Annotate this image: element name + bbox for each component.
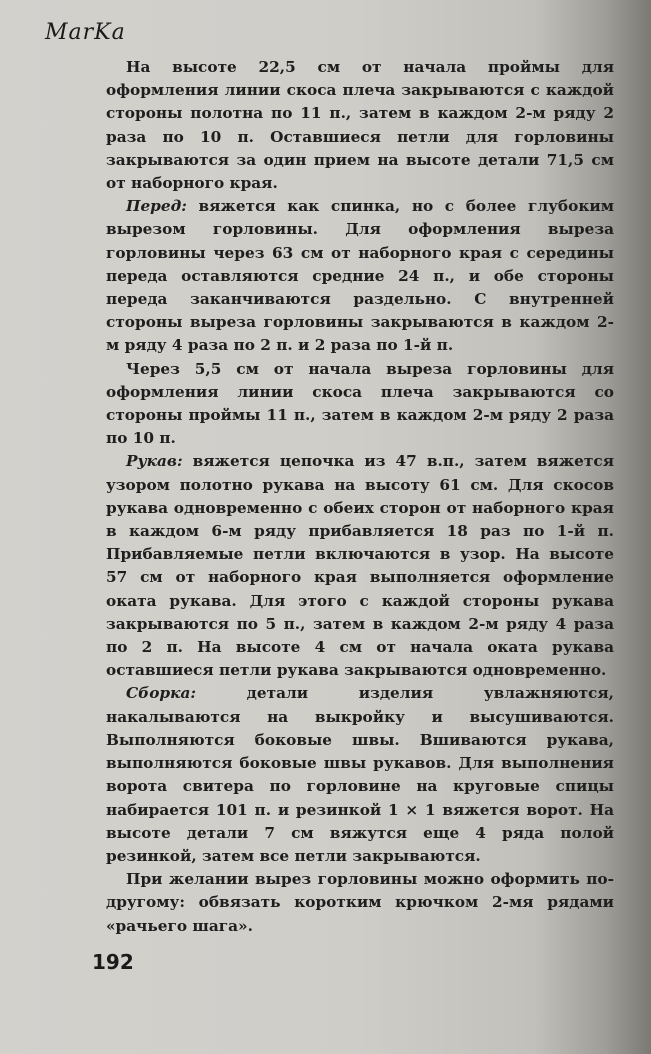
paragraph-sleeve-text: вяжется цепочка из 47 в.п., затем вяжется узором полотно рукава на высоту 61 см. Для скосов рукава одновременно с обеих сторон от наборного края в каждом 6-м ряду прибавляется 18 раз по 1-й п. Прибавляемые петли включаются в узор. На высоте 57 см от наборного края выполняется оформление оката рукава. Для этого с каждой стороны рукава закрываются по 5 п., затем в каждом 2-м ряду 4 раза по 2 п. На высоте 4 см от начала оката рукава оставшиеся петли рукава закрываются одновременно. xyxy=(106,452,614,680)
section-label-assembly: Сборка: xyxy=(126,684,197,703)
paragraph-alternative: При желании вырез горловины можно оформить по-другому: обвязать коротким крючком 2-мя рядами «рачьего шага». xyxy=(106,870,614,935)
section-label-front: Перед: xyxy=(126,197,187,216)
paragraph-assembly-text: детали изделия увлажняются, накалываются на выкройку и высушиваются. Выполняются боковые швы. Вшиваются рукава, выполняются боковые швы рукавов. Для выполнения ворота свитера по горловине на круговые спицы набирается 101 п. и резинкой 1 × 1 вяжется ворот. На высоте детали 7 см вяжутся еще 4 ряда полой резинкой, затем все петли закрываются. xyxy=(106,684,614,865)
paragraph-neckline: Через 5,5 см от начала выреза горловины для оформления линии скоса плеча закрываются со стороны проймы 11 п., затем в каждом 2-м ряду 2 раза по 10 п. xyxy=(106,359,614,448)
paragraph-sleeve xyxy=(106,450,614,682)
paragraph-front-text: вяжется как спинка, но с более глубоким вырезом горловины. Для оформления выреза горловины через 63 см от наборного края с середины переда оставляются средние 24 п., и обе стороны переда заканчиваются раздельно. С внутренней стороны выреза горловины закрываются в каждом 2-м ряду 4 раза по 2 п. и 2 раза по 1-й п. xyxy=(106,197,614,355)
section-label-sleeve: Рукав: xyxy=(126,452,183,471)
paragraph-shoulder: На высоте 22,5 см от начала проймы для оформления линии скоса плеча закрываются с каждой стороны полотна по 11 п., затем в каждом 2-м ряду 2 раза по 10 п. Оставшиеся петли для горловины закрываются за один прием на высоте детали 71,5 см от наборного края. xyxy=(106,58,614,193)
watermark: MarKa xyxy=(45,20,126,45)
paragraph-assembly xyxy=(106,682,614,868)
body-text xyxy=(106,56,614,938)
page-number: 192 xyxy=(92,950,134,974)
paragraph-front xyxy=(106,195,614,357)
